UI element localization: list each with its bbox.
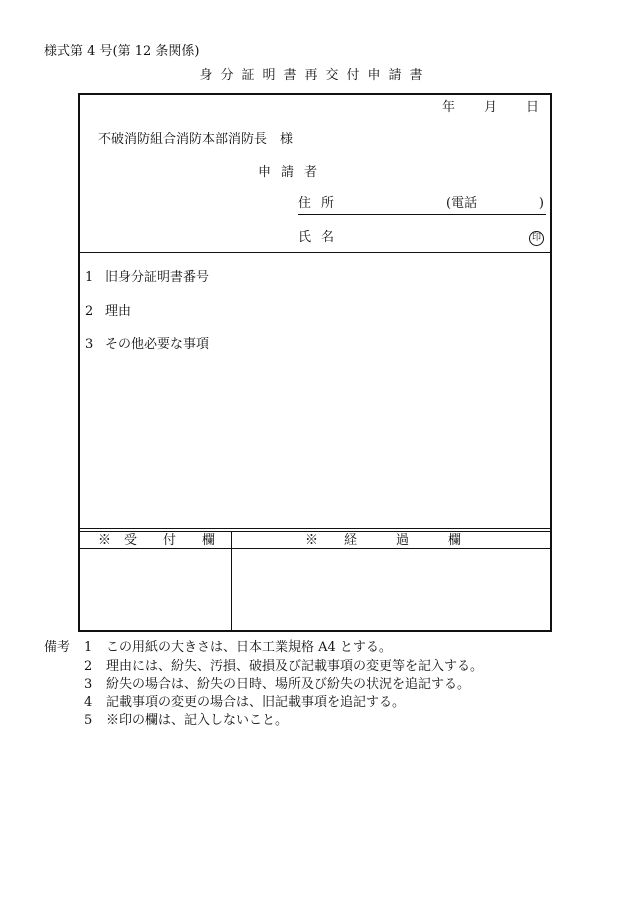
table-top-border (80, 528, 550, 529)
remark-line (84, 713, 288, 729)
document-title: 身分証明書再交付申請書 (199, 68, 431, 83)
remark-line (84, 659, 483, 675)
item-label: 旧身分証明書番号 (105, 270, 210, 285)
reception-column-header: ※ 受 付 欄 (98, 533, 216, 548)
address-field[interactable] (298, 196, 546, 215)
phone-close-paren: ) (538, 196, 544, 211)
remark-text: 理由には、紛失、汚損、破損及び記載事項の変更等を記入する。 (106, 659, 484, 674)
remark-text: 紛失の場合は、紛失の日時、場所及び紛失の状況を追記する。 (106, 677, 471, 692)
remark-line (84, 695, 405, 711)
remarks-label: 備考 (44, 640, 71, 655)
remark-number: 3 (84, 677, 93, 692)
remark-number: 5 (84, 713, 93, 728)
name-label: 氏名 (298, 230, 345, 245)
remark-line (84, 677, 470, 693)
item-number: 3 (85, 337, 94, 352)
item-label: その他必要な事項 (105, 337, 210, 352)
list-item (85, 337, 209, 353)
item-number: 1 (85, 270, 94, 285)
item-number: 2 (85, 304, 94, 319)
list-item (85, 304, 131, 320)
date-day-label: 日 (526, 100, 540, 115)
list-item (85, 270, 209, 286)
date-month-label: 月 (484, 100, 498, 115)
remark-number: 2 (84, 659, 93, 674)
remark-text: ※印の欄は、記入しないこと。 (106, 713, 289, 728)
application-form (78, 93, 552, 632)
recipient-line: 不破消防組合消防本部消防長 様 (98, 132, 294, 147)
progress-cell (232, 549, 550, 630)
seal-icon: 印 (529, 231, 544, 246)
section-divider (80, 252, 550, 253)
remark-text: この用紙の大きさは、日本工業規格 A4 とする。 (106, 640, 392, 655)
progress-column-header: ※ 経 過 欄 (305, 533, 462, 548)
remark-number: 1 (84, 640, 93, 655)
form-number-label: 様式第 4 号(第 12 条関係) (44, 44, 200, 59)
name-field[interactable] (298, 230, 546, 248)
item-label: 理由 (105, 304, 132, 319)
remark-text: 記載事項の変更の場合は、旧記載事項を追記する。 (106, 695, 406, 710)
date-year-label: 年 (442, 100, 456, 115)
remark-line (84, 640, 392, 656)
phone-label: (電話 (446, 196, 478, 211)
remark-number: 4 (84, 695, 93, 710)
reception-cell (80, 549, 231, 630)
address-label: 住所 (298, 196, 345, 211)
applicant-label: 申請者 (258, 165, 328, 180)
table-top-border-inner (80, 531, 550, 532)
